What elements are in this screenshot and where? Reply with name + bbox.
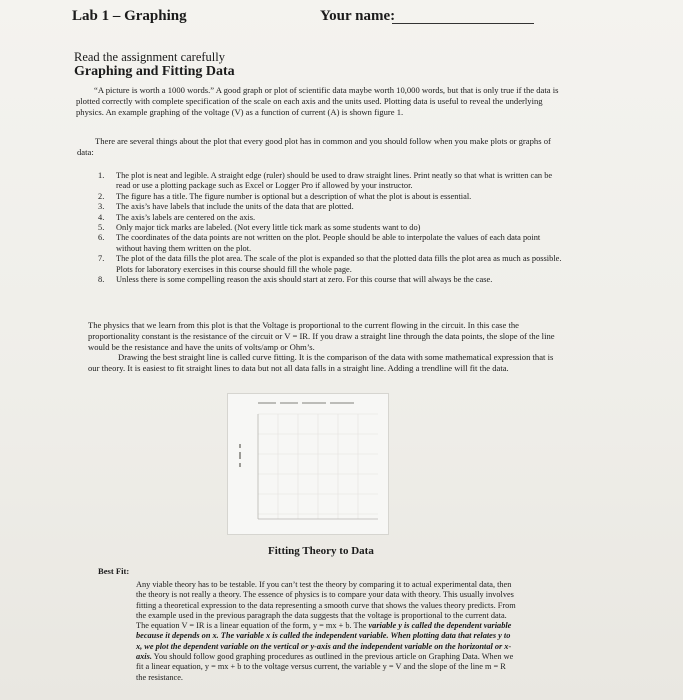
name-label: Your name:: [320, 8, 396, 24]
section-title: Graphing and Fitting Data: [74, 64, 235, 79]
plot-rules-list: [98, 171, 564, 285]
rule-text: Only major tick marks are labeled. (Not every little tick mark as some students want to do): [116, 223, 421, 233]
fitting-section-title: Fitting Theory to Data: [268, 545, 374, 557]
intro-paragraph-2: There are several things about the plot that every good plot has in common and you should follow when you make plots or graphs of data:: [77, 136, 551, 157]
best-fit-label: Best Fit:: [98, 566, 130, 576]
rule-text: The figure has a title. The figure number is optional but a description of what the plot is about is essential.: [116, 191, 472, 201]
fitting-text-1: Any viable theory has to be testable. If you can’t test the theory by comparing it to actual experimental data, then the theory is not really a theory. The essence of physics is to compare your data with theory. This usually involves fitting a theoretical expression to the data representing a smooth curve that shows the values theory predicts. From the example used in the previous paragraph the data suggests that the voltage is proportional to the current data. The equation V = IR is a linear equation of the form, y = mx + b. The: [136, 580, 516, 631]
rule-item: [98, 202, 564, 212]
curve-fitting-paragraph: Drawing the best straight line is called curve fitting. It is the comparison of the data with some mathematical expression that is our theory. It is easiest to fit straight lines to data but not all data falls in a straight line. Adding a trendline will fit the data.: [88, 352, 554, 373]
rule-item: [98, 254, 564, 275]
graph-sketch: [228, 394, 388, 534]
rule-number: 5.: [98, 223, 105, 233]
rule-text: The axis’s have labels that include the units of the data that are plotted.: [116, 202, 354, 212]
rule-text: The coordinates of the data points are not written on the plot. People should be able to interpolate the values of each data point without having them written on the plot.: [116, 233, 541, 253]
fitting-paragraph: [136, 580, 517, 683]
name-blank-line: [392, 23, 534, 24]
rule-text: The plot of the data fills the plot area. The scale of the plot is expanded so that the plotted data fills the plot area as much as possible. Plots for laboratory exercises in this course should fill the whole page.: [116, 254, 562, 274]
lab-title: Lab 1 – Graphing: [72, 8, 187, 24]
rule-item: [98, 223, 564, 233]
example-graph-figure: [227, 393, 389, 535]
rule-text: The axis’s labels are centered on the axis.: [116, 212, 256, 222]
rule-number: 7.: [98, 254, 105, 264]
intro-paragraph-1: “A picture is worth a 1000 words.” A good graph or plot of scientific data maybe worth 10,000 words, but that is only true if the data is plotted correctly with complete specification of the scale on each axis and the units used. Plotting data is useful to reveal the underlying physics. An example graphing of the voltage (V) as a function of current (A) is shown figure 1.: [76, 85, 559, 117]
rule-text: Unless there is some compelling reason the axis should start at zero. For this course that will always be the case.: [116, 275, 493, 285]
fitting-text-emphasis: variable y is called the dependent variable because it depends on x. The variable x is called the independent variable. When plotting data that relates y to x, we plot the dependent variable on the vertical or y-axis and the independent variable on the horizontal or x-axis.: [136, 621, 512, 662]
physics-paragraph: The physics that we learn from this plot is that the Voltage is proportional to the current flowing in the circuit. In this case the proportionality constant is the resistance of the circuit or V = IR. If you draw a straight line through the data points, the slope of the line would be the resistance and have the units of volts/amp or Ohm’s.: [88, 320, 555, 352]
rule-item: [98, 171, 564, 192]
rule-number: 1.: [98, 171, 105, 180]
rule-text: The plot is neat and legible. A straight edge (ruler) should be used to draw straight lines. Print neatly so that what is written can be read or use a plotting package such as Excel or Logger Pro if allowed by your instructor.: [116, 171, 553, 191]
rule-item: [98, 233, 564, 254]
rule-item: [98, 213, 564, 223]
instruction-text: Read the assignment carefully: [74, 50, 225, 64]
rule-number: 2.: [98, 191, 105, 201]
rule-number: 6.: [98, 233, 105, 243]
rule-number: 4.: [98, 212, 105, 222]
rule-item: [98, 275, 564, 285]
graph-axis-label-smudge: [239, 444, 241, 467]
rule-number: 8.: [98, 275, 105, 285]
fitting-text-2: You should follow good graphing procedures as outlined in the previous article on Graphing Data. When we fit a linear equation, y = mx + b to the voltage versus current, the variable y = V and the slope of the line m = R the resistance.: [136, 652, 514, 682]
rule-number: 3.: [98, 202, 105, 212]
graph-gridlines: [258, 414, 378, 519]
rule-item: [98, 192, 564, 202]
